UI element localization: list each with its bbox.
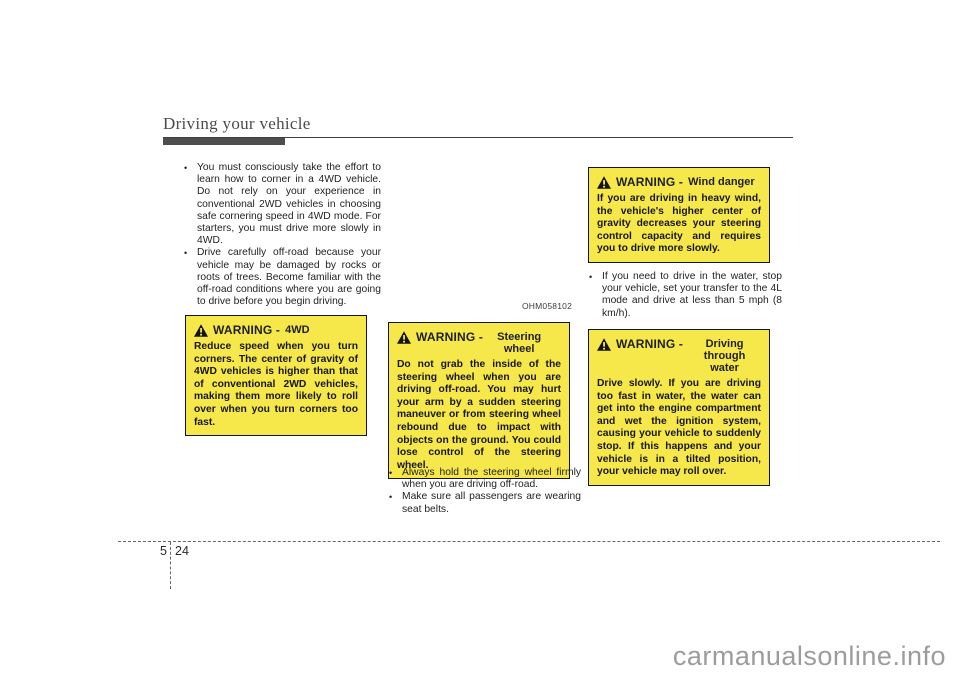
warning-body: Drive slowly. If you are driving too fast in water, the water can get into the engine compartment and wet the ignition system, causing your vehicle to suddenly stop. If this happens and your vehicle is in a tilted position, your vehicle may roll over. [597,378,761,478]
watermark: carmanualsonline.info [672,641,946,671]
warning-label: WARNING - [416,330,484,344]
warning-box-steering-wheel [388,322,570,479]
bullet-text: Make sure all passengers are wearing seat belts. [402,491,581,515]
warning-triangle-icon [597,176,611,189]
page-title: Driving your vehicle [163,114,311,133]
bullet-item [184,247,381,308]
warning-box-driving-through-water [588,329,770,486]
footer-page-number: 24 [175,544,189,558]
bullet-item [589,271,782,320]
warning-heading [597,337,761,374]
warning-subject: Wind danger [688,176,755,188]
warning-label: WARNING - [213,323,281,337]
bullet-text: Always hold the steering wheel firmly when you are driving off-road. [402,467,581,491]
footer-rule [118,541,940,542]
warning-triangle-icon [397,331,411,344]
warning-heading [194,323,358,337]
column-3-bullets [589,271,782,320]
warning-box-4wd [185,315,367,436]
warning-body: Reduce speed when you turn corners. The center of gravity of 4WD vehicles is higher than that of conventional 2WD vehicles, making them more likely to roll over when you turn corners too fast. [194,341,358,428]
bullet-text: Drive carefully off-road because your vehicle may be damaged by rocks or roots of trees. Become familiar with the off-road conditions where you are going to drive before you begin driving. [197,247,381,308]
warning-subject: Steering wheel [497,331,542,355]
bullet-marker: • [389,468,393,478]
title-accent-bar [163,138,285,145]
bullet-item [389,491,581,515]
warning-heading [397,330,561,355]
bullet-item [184,162,381,247]
warning-subject: Driving through water [703,338,746,374]
bullet-item [389,467,581,491]
warning-label: WARNING - [616,337,684,351]
figure-code: OHM058102 [522,301,572,311]
bullet-marker: • [184,163,188,173]
warning-body: Do not grab the inside of the steering wheel when you are driving off-road. You may hurt your arm by a sudden steering maneuver or from steering wheel rebound due to impact with objects on the ground. You could lose control of the steering wheel. [397,359,561,471]
footer-divider [170,542,171,589]
column-1-bullets [184,162,381,308]
bullet-text: You must consciously take the effort to learn how to corner in a 4WD vehicle. Do not rely on your experience in conventional 2WD vehicles in choosing safe cornering speed in 4WD mode. For starters, you must drive more slowly in 4WD. [197,162,381,247]
footer-chapter-number: 5 [160,544,167,558]
warning-body: If you are driving in heavy wind, the vehicle's higher center of gravity decreases your steering control capacity and requires you to drive more slowly. [597,193,761,255]
warning-triangle-icon [194,324,208,337]
warning-triangle-icon [597,338,611,351]
bullet-marker: • [389,492,393,503]
column-2-bullets [389,467,581,516]
warning-heading [597,175,761,189]
warning-box-wind-danger [588,167,770,263]
bullet-text: If you need to drive in the water, stop your vehicle, set your transfer to the 4L mode and drive at less than 5 mph (8 km/h). [602,271,782,319]
bullet-marker: • [589,272,593,282]
bullet-marker: • [184,248,188,259]
warning-subject: 4WD [285,324,310,336]
warning-label: WARNING - [616,175,684,189]
